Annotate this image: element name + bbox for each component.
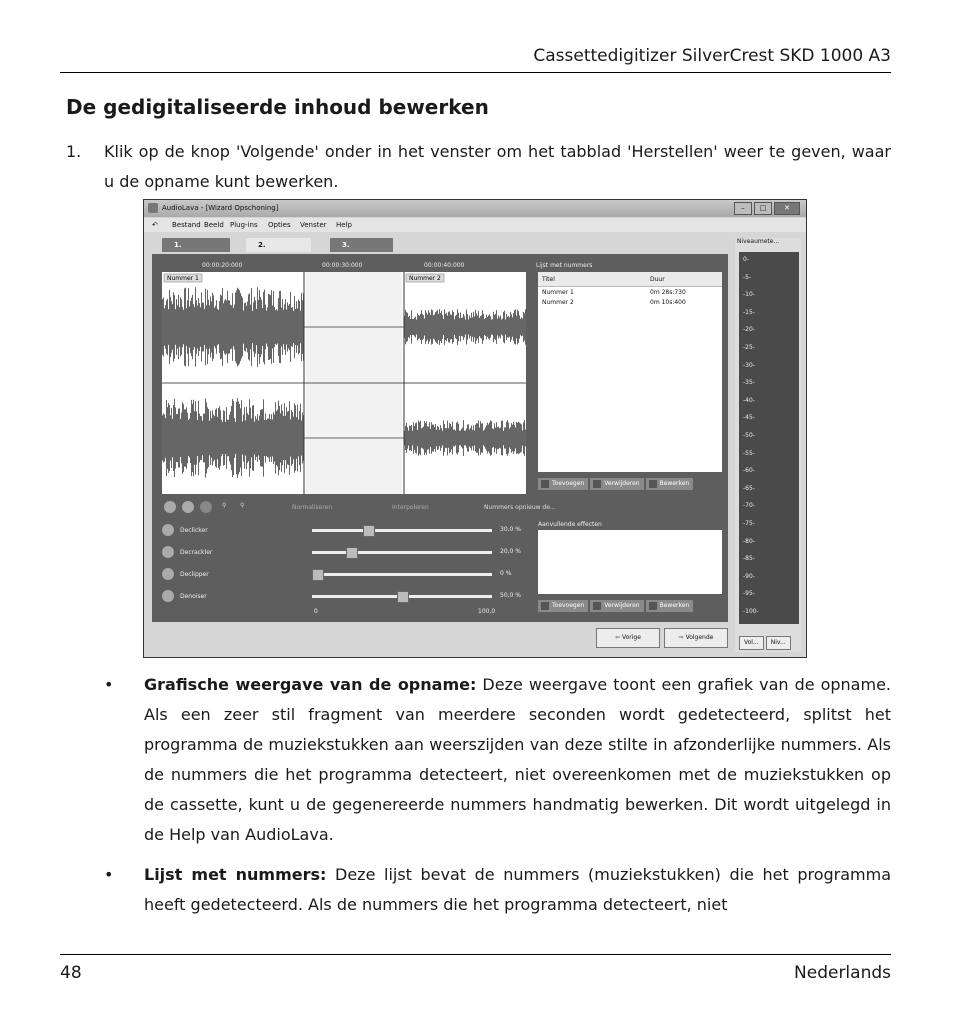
filter-decrackler: Decrackler 20,0 % <box>162 544 522 562</box>
track-list <box>538 272 722 472</box>
play-icon[interactable] <box>164 501 176 513</box>
playback-toolbar <box>164 501 564 517</box>
filter-denoiser: Denoiser 50,0 % <box>162 588 522 606</box>
next-button[interactable]: ⇨ Volgende <box>664 628 728 648</box>
menu-beeld[interactable]: Beeld <box>204 221 224 229</box>
window-title: AudioLava - [Wizard Opschoning] <box>162 204 279 212</box>
effects-remove-button[interactable]: Verwijderen <box>590 600 643 612</box>
menu-bestand[interactable]: Bestand <box>172 221 201 229</box>
tab-volume[interactable]: Vol... <box>739 636 764 650</box>
marker-nummer-2[interactable]: Nummer 2 <box>409 275 441 282</box>
level-meter-panel <box>735 238 801 652</box>
meter-tick: -100- <box>743 608 759 615</box>
maximize-button[interactable]: □ <box>754 202 772 215</box>
effects-add-button[interactable]: Toevoegen <box>538 600 588 612</box>
list-item[interactable]: Nummer 1 0m 28s:730 <box>542 289 686 296</box>
level-meter-title: Niveaumete... <box>737 238 780 245</box>
audiolava-screenshot <box>143 199 807 658</box>
normalize-button[interactable]: Normaliseren <box>292 504 333 511</box>
bullet-text: Deze lijst bevat de nummers (muziekstukken) die het programma heeft gedetecteerd. Als de nummers die het programma detecteert, niet <box>144 865 892 914</box>
page-footer <box>60 954 891 983</box>
effects-list[interactable] <box>538 530 722 594</box>
scale-max: 100,0 <box>478 608 496 615</box>
meter-tick: -75- <box>743 520 755 527</box>
meter-tick: 0- <box>743 256 749 263</box>
bullet-item: • Lijst met nummers: Deze lijst bevat de nummers (muziekstukken) die het programma heeft gedetecteerd. Als de nummers die het programma detecteert, niet <box>104 865 892 914</box>
menu-bar <box>144 218 806 232</box>
effects-title: Aanvullende effecten <box>538 521 602 528</box>
instruction-step <box>66 137 891 197</box>
tab-herstellen[interactable]: 2. <box>246 238 311 252</box>
stop-icon[interactable] <box>200 501 212 513</box>
bullet-text: Deze weergave toont een grafiek van de opname. Als een zeer stil fragment van meerdere seconden wordt gedetecteerd, splitst het programma de muziekstukken aan weerszijden van deze stilte in afzonderlijke nummers. Als de nummers die het programma detecteert, niet overeenkomen met de muziekstukken op de cassette, kunt u de gegenereerde nummers handmatig bewerken. Dit wordt uitgelegd in de Help van AudioLava. <box>144 675 892 844</box>
renumber-button[interactable]: Nummers opnieuw de... <box>484 504 556 511</box>
bullet-item: • Grafische weergave van de opname: Deze weergave toont een grafiek van de opname. Als een zeer stil fragment van meerdere seconden wordt gedetecteerd, splitst het programma de muziekstukken aan weerszijden van deze stilte in afzonderlijke nummers. Als de nummers die het programma detecteert, niet overeenkomen met de muziekstukken op de cassette, kunt u de gegenereerde nummers handmatig bewerken. Dit wordt uitgelegd in de Help van AudioLava. <box>104 675 892 844</box>
menu-help[interactable]: Help <box>336 221 352 229</box>
meter-tick: -25- <box>743 344 755 351</box>
undo-icon[interactable]: ↶ <box>152 221 158 229</box>
meter-tick: -30- <box>743 361 755 369</box>
meter-tick: -70- <box>743 502 755 510</box>
waveform-display[interactable] <box>162 272 526 494</box>
meter-tick: -85- <box>743 555 755 563</box>
timeline-ruler: 00:00:20:000 00:00:30:000 00:00:40:000 <box>202 262 465 269</box>
meter-tick: -60- <box>743 467 755 475</box>
power-icon[interactable] <box>162 524 174 536</box>
step-number: 1. <box>66 142 82 161</box>
bullet-lead: Lijst met nummers: <box>144 865 327 884</box>
tab-uitvoeren[interactable]: 3. <box>330 238 393 252</box>
level-meter <box>739 252 799 624</box>
interpolate-button[interactable]: Interpoleren <box>392 504 429 511</box>
meter-tick: -90- <box>743 572 755 580</box>
bullet-lead: Grafische weergave van de opname: <box>144 675 477 694</box>
list-add-button[interactable]: Toevoegen <box>538 478 588 490</box>
power-icon[interactable] <box>162 590 174 602</box>
decrackler-slider[interactable] <box>312 551 492 554</box>
meter-tick: -55- <box>743 449 755 457</box>
meter-tick: -10- <box>743 291 755 299</box>
app-icon <box>148 203 158 213</box>
meter-tick: -50- <box>743 432 755 439</box>
meter-tick: -40- <box>743 396 755 404</box>
tab-niveau[interactable]: Niv... <box>766 636 791 650</box>
previous-button[interactable]: ⇦ Vorige <box>596 628 660 648</box>
meter-tick: -35- <box>743 379 755 387</box>
list-item[interactable]: Nummer 2 0m 10s:400 <box>542 299 686 306</box>
page-number: 48 <box>60 963 82 983</box>
menu-plugins[interactable]: Plug-ins <box>230 221 258 229</box>
running-header <box>60 46 891 73</box>
menu-opties[interactable]: Opties <box>268 221 291 229</box>
header-title: Cassettedigitizer SilverCrest SKD 1000 A3 <box>533 46 891 66</box>
tab-importeren[interactable]: 1. <box>162 238 230 252</box>
declipper-slider[interactable] <box>312 573 492 576</box>
restore-panel <box>152 254 728 622</box>
meter-tick: -80- <box>743 537 755 545</box>
denoiser-slider[interactable] <box>312 595 492 598</box>
meter-tick: -65- <box>743 484 755 492</box>
footer-language: Nederlands <box>794 963 891 983</box>
power-icon[interactable] <box>162 546 174 558</box>
power-icon[interactable] <box>162 568 174 580</box>
menu-venster[interactable]: Venster <box>300 221 327 229</box>
meter-tick: -5- <box>743 273 752 281</box>
meter-tick: -15- <box>743 308 755 316</box>
col-titel[interactable]: Titel <box>542 276 555 283</box>
zoom-in-icon[interactable]: ⚲ <box>222 502 227 509</box>
declicker-slider[interactable] <box>312 529 492 532</box>
zoom-out-icon[interactable]: ⚲ <box>240 502 245 509</box>
filter-declicker: Declicker 30,0 % <box>162 522 522 540</box>
scale-min: 0 <box>314 608 318 615</box>
list-edit-button[interactable]: Bewerken <box>646 478 694 490</box>
list-remove-button[interactable]: Verwijderen <box>590 478 643 490</box>
filter-declipper: Declipper 0 % <box>162 566 522 584</box>
col-duur[interactable]: Duur <box>650 276 665 283</box>
bullet-list <box>104 670 891 930</box>
meter-tick: -95- <box>743 590 755 598</box>
marker-nummer-1[interactable]: Nummer 1 <box>167 275 199 282</box>
window-titlebar <box>144 200 806 217</box>
list-title: Lijst met nummers <box>536 262 593 269</box>
step-text: Klik op de knop 'Volgende' onder in het venster om het tabblad 'Herstellen' weer te geven, waar u de opname kunt bewerken. <box>104 142 891 191</box>
meter-tick: -20- <box>743 326 755 334</box>
minimize-button[interactable]: – <box>734 202 752 215</box>
effects-edit-button[interactable]: Bewerken <box>646 600 694 612</box>
close-button[interactable]: ✕ <box>774 202 800 215</box>
meter-tick: -45- <box>743 414 755 422</box>
section-title: De gedigitaliseerde inhoud bewerken <box>66 95 489 119</box>
play-selection-icon[interactable] <box>182 501 194 513</box>
